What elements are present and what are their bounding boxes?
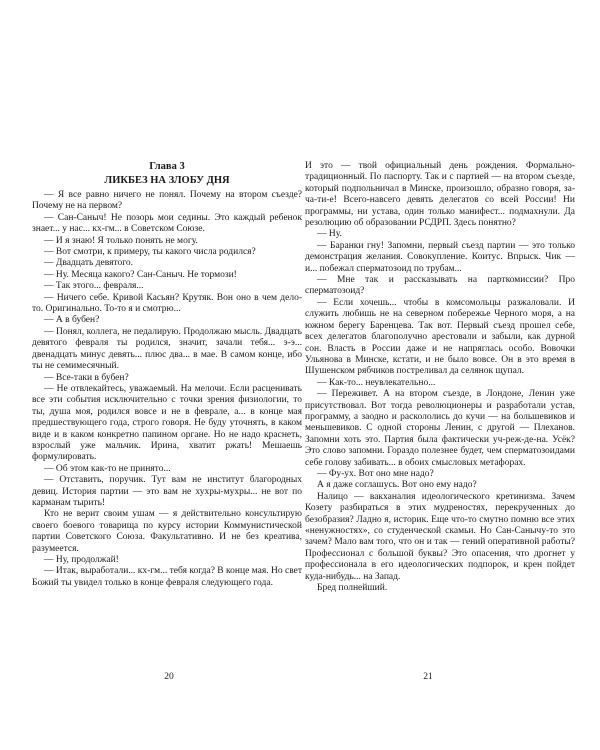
paragraph: Кто не верит своим ушам — я действительно консультирую своего боевого товарища по курсу истории Коммунистической партии Советского Союза. Факультативно. И не без креатива, разумеется. (32, 509, 302, 554)
paragraph: — Все-таки в бубен? (44, 372, 129, 383)
paragraph: — Ну. Месяца какого? Сан-Саныч. Не тормози! (44, 269, 237, 280)
paragraph: — И я знаю! Я только понять не могу. (44, 235, 198, 246)
paragraph: — Вот смотри, к примеру, ты какого числа родился? (44, 247, 256, 258)
paragraph: — Не отвлекайтесь, уважаемый. На мелочи. Если расценивать все эти события исключительно с точки зрения физиологии, то ты, душа моя, родился вовсе и не в феврале, а... в конце мая предшествующего года, строго говоря. Не буду уточнять, в каком виде и в каком конкретно папином органе. Но не надо краснеть, взрослый уже мальчик. Ирина, хватит ржать! Мешаешь формулировать. (32, 383, 302, 463)
paragraph: — Ну. (317, 229, 342, 240)
paragraph: — Как-то... неувлекательно... (317, 377, 436, 388)
chapter-number: Глава 3 (149, 161, 185, 172)
paragraph: — Сан-Саныч! Не позорь мои седины. Это каждый ребенок знает... у нас... кх-гм... в Советском Союзе. (32, 212, 302, 235)
left-page (32, 161, 302, 589)
paragraph: — Об этом как-то не принято... (44, 463, 171, 474)
paragraph: Бред полнейший. (317, 583, 388, 594)
paragraph: — Я все равно ничего не понял. Почему на втором съезде? Почему не на первом? (32, 190, 302, 212)
paragraph: — Понял, коллега, не педалирую. Продолжаю мысль. Двадцать девятого февраля ты родился, значит, зачали тебя... э-э... двенадцать минус девять... плюс два... в мае. В самом конце, ибо ты не семимесячный. (32, 326, 302, 372)
chapter-title: ЛИКБЕЗ НА ЗЛОБУ ДНЯ (104, 174, 230, 186)
paragraph: — Двадцать девятого. (44, 258, 134, 269)
left-page-number: 20 (164, 672, 174, 682)
paragraph: — Итак, выработали... кх-гм... тебя когда? В конце мая. Но свет Божий ты увидел только в конце февраля следующего года. (32, 566, 302, 588)
paragraph: — А в бубен? (44, 315, 100, 326)
paragraph: И это — твой официальный день рождения. Формально-традиционный. По паспорту. Так и с партией — на втором съезде, который подпольничал в Минске, произошло, образно говоря, за-ча-ти-е! Всего-навсего девять делегатов со всей России! Ни программы, ни устава, один только манифест... подмахнули. Да резолюцию об образовании РСДРП. Здесь понятно? (305, 161, 575, 229)
paragraph: А я даже соглашусь. Вот оно ему надо? (317, 480, 477, 491)
paragraph: — Ну, продолжай! (44, 555, 119, 565)
right-page (305, 161, 575, 594)
paragraph: — Переживет. А на втором съезде, в Лондоне, Ленин уже присутствовал. Вот тогда революционеры и разработали устав, программу, а заодно и раскололись до кучи — на большевиков и меньшевиков. С одной стороны Ленин, с другой — Плеханов. Запомни хоть это. Партия была фактически уч-реж-де-на. Усёк? Это слово запомни. Гораздо полезнее будет, чем сперматозоидами себе голову забивать... в обоих смысловых метафорах. (305, 389, 575, 468)
paragraph: — Так этого... февраля... (44, 281, 144, 292)
paragraph: — Фу-ух. Вот оно мне надо? (317, 468, 434, 479)
page-gutter (300, 0, 301, 750)
paragraph: Налицо — вакханалия идеологического кретинизма. Зачем Козету разбираться в этих мудреностях, перекрученных до безобразия? Ладно я, историк. Еще что-то смутно помню все этих «ненужностях», со студенческой скамьи. Но Сан-Санычу-то это зачем? Мало вам того, что он и так — гений оперативной работы? Профессионал с большой буквы? Это опасения, что дрогнет у профессионала в его идеологических подпорок, и крен пойдет куда-нибудь... на Запад. (305, 491, 575, 582)
paragraph: — Мне так и рассказывать на парткомиссии? Про сперматозоид? (305, 275, 575, 297)
paragraph: — Баранки гну! Запомни, первый съезд партии — это только демонстрация желания. Совокупление. Коитус. Впрыск. Чик — и... побежал сперматозоид по трубам... (305, 240, 575, 274)
paragraph: — Если хочешь... чтобы в комсомольцы разжаловали. И служить любишь не на северном побережье Черного моря, а на южном берегу Баренцева. Так вот. Первый съезд прошел себе, всех делегатов благополучно арестовали и забыли, как дурной сон. Власть в России даже и не напряглась особо. Вовочки Ульянова в Минске, кстати, и не было вовсе. Он в это время в Шушенском рябчиков постреливал да селянок щупал. (305, 297, 575, 377)
right-page-number: 21 (423, 672, 433, 682)
paragraph: — Ничего себе. Кривой Касьян? Крутяк. Вон оно в чем дело-то. Оригинально. То-то я и смотрю... (32, 292, 302, 315)
paragraph: — Отставить, поручик. Тут вам не институт благородных девиц. История партии — это вам не хухры-мухры... не вот по карманам тырить! (32, 475, 302, 508)
